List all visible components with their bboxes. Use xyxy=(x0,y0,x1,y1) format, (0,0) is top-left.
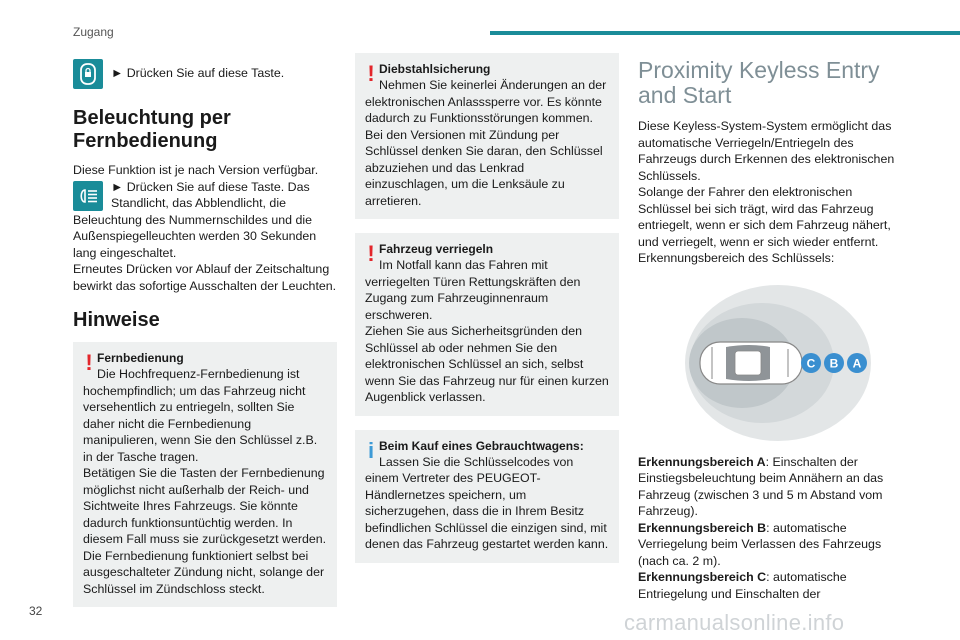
column-2 xyxy=(355,53,619,563)
lighting-step xyxy=(73,179,337,262)
lock-vehicle-note-text2: Ziehen Sie aus Sicherheitsgründen den Schlüssel ab oder nehmen Sie den elektronischen Schlüssel an sich, selbst wenn Sie das Fahrzeug nur für einen kurzen Augenblick verlassen. xyxy=(365,324,609,404)
zone-b-text: : automatische Verriegelung beim Verlassen des Fahrzeugs (nach ca. 2 m). xyxy=(638,520,882,568)
zone-b-description xyxy=(638,520,900,570)
zone-a-label: Erkennungsbereich A xyxy=(638,454,766,469)
keyless-intro1: Diese Keyless-System-System ermöglicht das automatische Verriegeln/Entriegeln des Fahrzeugs durch Erkennen des elektronischen Schlüssels. xyxy=(638,119,895,183)
remote-note-text2: Betätigen Sie die Tasten der Fernbedienung möglichst nicht außerhalb der Reich- und Sichtweite Ihres Fahrzeugs. Sie könnte dadurch funktionsuntüchtig werden. In diesem Fall muss sie zurückgesetzt werden. xyxy=(83,466,327,546)
lighting-intro: Diese Funktion ist je nach Version verfügbar. xyxy=(73,163,319,177)
antitheft-note-text2: Bei den Versionen mit Zündung per Schlüssel denken Sie daran, den Schlüssel abzuziehen und das Lenkrad einzuschlagen, um die Lenksäule zu arretieren. xyxy=(365,127,603,208)
antitheft-note xyxy=(355,53,619,219)
zone-a-description xyxy=(638,454,900,520)
car-top-view xyxy=(700,342,802,384)
zone-c-letter: C xyxy=(806,356,816,370)
hints-heading: Hinweise xyxy=(73,309,160,331)
remote-note-text3: Die Fernbedienung funktioniert selbst bei ausgeschalteter Zündung nicht, solange der Schlüssel im Zündschloss steckt. xyxy=(83,548,325,596)
lock-vehicle-note-title: Fahrzeug verriegeln xyxy=(379,242,494,256)
lighting-repeat: Erneutes Drücken vor Ablauf der Zeitschaltung bewirkt das sofortige Ausschalten der Leuchten. xyxy=(73,262,337,293)
warning-icon: ! xyxy=(85,350,93,375)
page-number: 32 xyxy=(29,604,43,618)
keyless-intro2: Solange der Fahrer den elektronischen Schlüssel bei sich trägt, wird das Fahrzeug entriegelt, wenn er sich dem Fahrzeug nähert, und verriegelt, wenn er sich wieder entfernt. xyxy=(638,185,891,249)
column-1 xyxy=(73,53,337,607)
keyless-intro3: Erkennungsbereich des Schlüssels: xyxy=(638,251,835,265)
lock-step xyxy=(73,59,337,89)
lighting-heading: Beleuchtung per Fernbedienung xyxy=(73,107,231,152)
section-title: Zugang xyxy=(73,25,114,39)
column-3 xyxy=(638,53,900,602)
used-car-note xyxy=(355,430,619,563)
detection-zone-diagram xyxy=(638,277,900,449)
lock-vehicle-note xyxy=(355,233,619,416)
remote-note-title: Fernbedienung xyxy=(97,351,184,365)
used-car-note-text1: Lassen Sie die Schlüsselcodes von einem Vertreter des PEUGEOT-Händlernetzes speichern, um sicherzugehen, dass die in Ihrem Besitz befindlichen Schlüssel die einzigen sind, mit denen das Fahrzeug gestartet werden kann. xyxy=(365,454,609,551)
zone-c-badge xyxy=(801,353,821,373)
lock-icon xyxy=(73,59,103,89)
lighting-step-text: ► Drücken Sie auf diese Taste. Das Standlicht, das Abblendlicht, die Beleuchtung des Nummernschildes und die Außenspiegelleuchten werden 30 Sekunden lang eingeschaltet. xyxy=(73,179,317,260)
zone-c-text: : automatische Entriegelung und Einschalten der xyxy=(638,570,847,601)
remote-note xyxy=(73,342,337,607)
antitheft-note-title: Diebstahlsicherung xyxy=(379,62,491,76)
keyless-title: Proximity Keyless Entry and Start xyxy=(638,57,880,108)
warning-icon: ! xyxy=(367,241,375,266)
info-icon: i xyxy=(367,437,375,463)
zone-c-label: Erkennungsbereich C xyxy=(638,570,767,584)
zone-a-text: : Einschalten der Einstiegsbeleuchtung beim Annähern an das Fahrzeug (zwischen 3 und 5 m Abstand vom Fahrzeug). xyxy=(638,454,884,518)
watermark: carmanualsonline.info xyxy=(624,610,845,635)
detection-zone-illustration xyxy=(638,277,900,449)
zone-b-badge xyxy=(824,353,844,373)
zone-b-letter: B xyxy=(829,356,839,370)
header-accent-bar xyxy=(490,31,960,35)
remote-note-text1: Die Hochfrequenz-Fernbedienung ist hochempfindlich; um das Fahrzeug nicht versehentlich zu entriegeln, sollten Sie daher nicht die Fernbedienung manipulieren, wenn Sie den Schlüssel z.B. in der Tasche tragen. xyxy=(83,367,318,464)
lock-vehicle-note-text1: Im Notfall kann das Fahren mit verriegelten Türen Rettungskräften den Zugang zum Fahrzeuginnenraum erschweren. xyxy=(365,258,581,322)
zone-b-label: Erkennungsbereich B xyxy=(638,520,767,535)
antitheft-note-text1: Nehmen Sie keinerlei Änderungen an der elektronischen Anlasssperre vor. Es könnte dadurch zu Funktionsstörungen kommen. xyxy=(365,78,607,125)
used-car-note-title: Beim Kauf eines Gebrauchtwagens: xyxy=(379,438,584,453)
lock-step-text: ► Drücken Sie auf diese Taste. xyxy=(111,66,285,80)
zone-a-letter: A xyxy=(852,356,862,370)
zone-c-description xyxy=(638,569,900,602)
headlight-icon xyxy=(73,181,103,211)
zone-a-badge xyxy=(847,353,867,373)
warning-icon: ! xyxy=(367,61,375,86)
